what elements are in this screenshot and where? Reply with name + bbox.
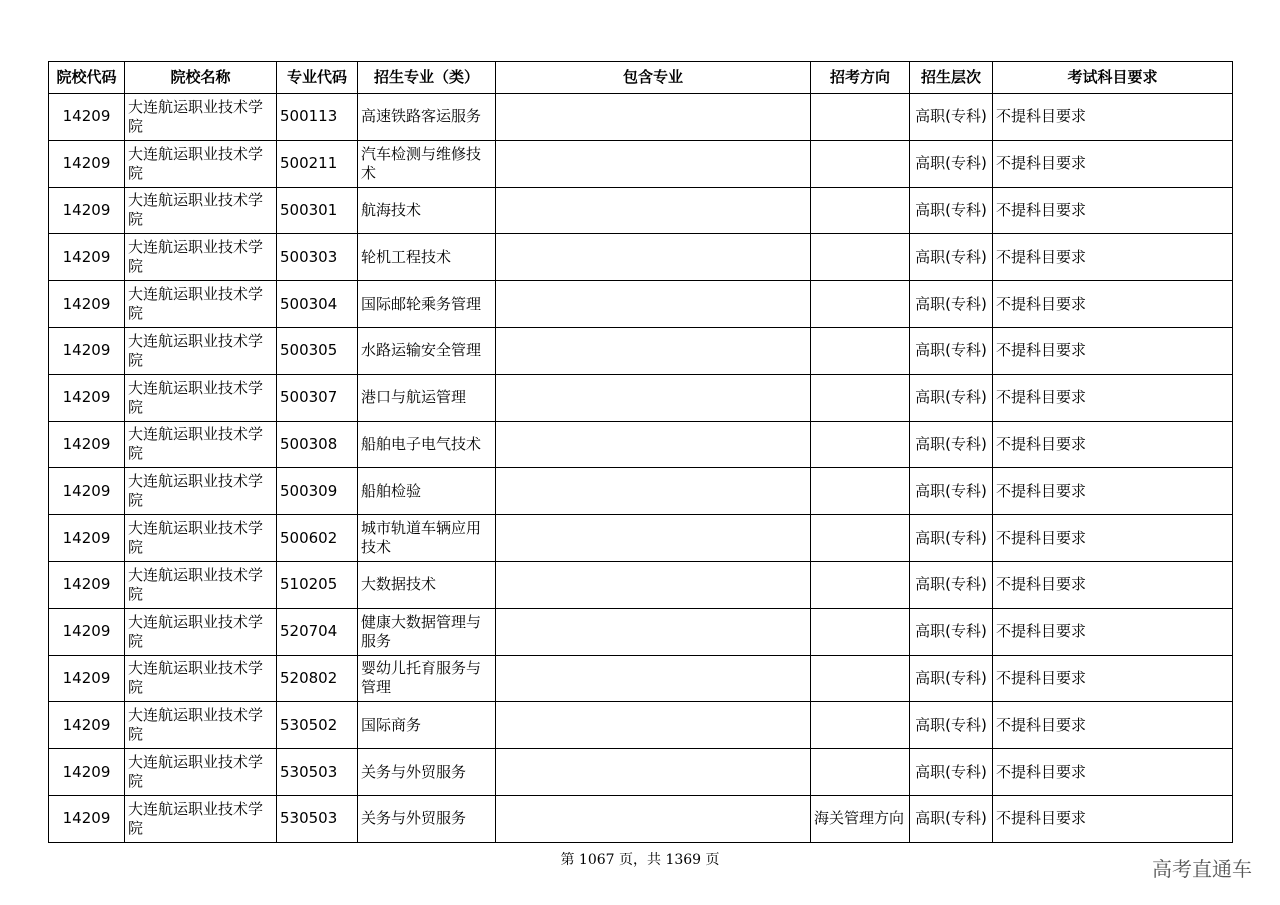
cell-major: 航海技术 (358, 187, 496, 234)
cell-major-code: 530503 (277, 795, 358, 842)
cell-major-code: 530502 (277, 702, 358, 749)
header-row (49, 62, 1233, 94)
cell-major-code: 500307 (277, 374, 358, 421)
cell-direction (811, 140, 910, 187)
cell-direction (811, 702, 910, 749)
cell-level: 高职(专科) (910, 281, 993, 328)
cell-school-code: 14209 (49, 468, 125, 515)
cell-school-name: 大连航运职业技术学院 (125, 374, 277, 421)
cell-major: 水路运输安全管理 (358, 327, 496, 374)
cell-direction (811, 561, 910, 608)
cell-school-name: 大连航运职业技术学院 (125, 140, 277, 187)
cell-included-majors (496, 608, 811, 655)
cell-major-code: 520704 (277, 608, 358, 655)
table-row (49, 749, 1233, 796)
cell-direction (811, 281, 910, 328)
page-number: 第 1067 页，共 1369 页 (560, 852, 720, 868)
cell-level: 高职(专科) (910, 421, 993, 468)
cell-school-name: 大连航运职业技术学院 (125, 655, 277, 702)
table-row (49, 608, 1233, 655)
cell-level: 高职(专科) (910, 608, 993, 655)
cell-included-majors (496, 795, 811, 842)
cell-school-code: 14209 (49, 749, 125, 796)
header-requirement: 考试科目要求 (993, 62, 1233, 94)
admissions-table (48, 61, 1233, 843)
cell-major: 港口与航运管理 (358, 374, 496, 421)
table-row (49, 187, 1233, 234)
cell-school-code: 14209 (49, 94, 125, 141)
cell-level: 高职(专科) (910, 749, 993, 796)
cell-requirement: 不提科目要求 (993, 795, 1233, 842)
cell-school-code: 14209 (49, 374, 125, 421)
cell-direction (811, 234, 910, 281)
table-row (49, 94, 1233, 141)
cell-major: 高速铁路客运服务 (358, 94, 496, 141)
cell-major: 关务与外贸服务 (358, 749, 496, 796)
cell-major: 汽车检测与维修技术 (358, 140, 496, 187)
cell-requirement: 不提科目要求 (993, 608, 1233, 655)
cell-requirement: 不提科目要求 (993, 421, 1233, 468)
cell-school-code: 14209 (49, 795, 125, 842)
header-major-code: 专业代码 (277, 62, 358, 94)
cell-major-code: 500602 (277, 515, 358, 562)
cell-direction (811, 608, 910, 655)
cell-level: 高职(专科) (910, 655, 993, 702)
cell-school-code: 14209 (49, 561, 125, 608)
cell-requirement: 不提科目要求 (993, 94, 1233, 141)
cell-direction (811, 187, 910, 234)
cell-level: 高职(专科) (910, 140, 993, 187)
cell-direction (811, 468, 910, 515)
cell-included-majors (496, 234, 811, 281)
cell-included-majors (496, 140, 811, 187)
cell-school-code: 14209 (49, 140, 125, 187)
cell-included-majors (496, 655, 811, 702)
header-school-code: 院校代码 (49, 62, 125, 94)
cell-school-code: 14209 (49, 234, 125, 281)
cell-requirement: 不提科目要求 (993, 468, 1233, 515)
cell-major-code: 500304 (277, 281, 358, 328)
cell-level: 高职(专科) (910, 94, 993, 141)
cell-direction (811, 749, 910, 796)
cell-major-code: 500305 (277, 327, 358, 374)
table-row (49, 140, 1233, 187)
table-row (49, 561, 1233, 608)
cell-direction (811, 327, 910, 374)
cell-requirement: 不提科目要求 (993, 140, 1233, 187)
cell-requirement: 不提科目要求 (993, 702, 1233, 749)
cell-major: 国际邮轮乘务管理 (358, 281, 496, 328)
cell-included-majors (496, 94, 811, 141)
cell-level: 高职(专科) (910, 374, 993, 421)
cell-level: 高职(专科) (910, 187, 993, 234)
cell-included-majors (496, 515, 811, 562)
cell-major-code: 500308 (277, 421, 358, 468)
cell-included-majors (496, 702, 811, 749)
cell-major-code: 520802 (277, 655, 358, 702)
cell-direction (811, 374, 910, 421)
cell-included-majors (496, 468, 811, 515)
cell-school-name: 大连航运职业技术学院 (125, 608, 277, 655)
cell-requirement: 不提科目要求 (993, 327, 1233, 374)
table-row (49, 468, 1233, 515)
cell-major: 国际商务 (358, 702, 496, 749)
cell-major-code: 530503 (277, 749, 358, 796)
table-header (49, 62, 1233, 94)
cell-school-name: 大连航运职业技术学院 (125, 281, 277, 328)
cell-level: 高职(专科) (910, 795, 993, 842)
cell-school-name: 大连航运职业技术学院 (125, 561, 277, 608)
cell-included-majors (496, 561, 811, 608)
cell-school-code: 14209 (49, 702, 125, 749)
cell-school-name: 大连航运职业技术学院 (125, 94, 277, 141)
cell-school-code: 14209 (49, 515, 125, 562)
cell-level: 高职(专科) (910, 327, 993, 374)
cell-school-name: 大连航运职业技术学院 (125, 468, 277, 515)
cell-school-name: 大连航运职业技术学院 (125, 795, 277, 842)
table-row (49, 374, 1233, 421)
cell-major: 轮机工程技术 (358, 234, 496, 281)
cell-included-majors (496, 327, 811, 374)
cell-included-majors (496, 281, 811, 328)
cell-direction: 海关管理方向 (811, 795, 910, 842)
cell-school-name: 大连航运职业技术学院 (125, 187, 277, 234)
cell-major-code: 500309 (277, 468, 358, 515)
cell-major: 关务与外贸服务 (358, 795, 496, 842)
cell-major-code: 500113 (277, 94, 358, 141)
cell-school-code: 14209 (49, 655, 125, 702)
table-row (49, 234, 1233, 281)
cell-major-code: 500301 (277, 187, 358, 234)
cell-major: 婴幼儿托育服务与管理 (358, 655, 496, 702)
cell-requirement: 不提科目要求 (993, 234, 1233, 281)
cell-major-code: 510205 (277, 561, 358, 608)
table-row (49, 281, 1233, 328)
cell-school-name: 大连航运职业技术学院 (125, 702, 277, 749)
cell-level: 高职(专科) (910, 515, 993, 562)
cell-school-name: 大连航运职业技术学院 (125, 234, 277, 281)
cell-included-majors (496, 187, 811, 234)
cell-requirement: 不提科目要求 (993, 374, 1233, 421)
cell-requirement: 不提科目要求 (993, 561, 1233, 608)
cell-requirement: 不提科目要求 (993, 515, 1233, 562)
cell-school-name: 大连航运职业技术学院 (125, 327, 277, 374)
cell-direction (811, 655, 910, 702)
cell-direction (811, 515, 910, 562)
cell-requirement: 不提科目要求 (993, 187, 1233, 234)
cell-level: 高职(专科) (910, 468, 993, 515)
cell-included-majors (496, 374, 811, 421)
cell-level: 高职(专科) (910, 561, 993, 608)
cell-direction (811, 421, 910, 468)
cell-included-majors (496, 749, 811, 796)
header-level: 招生层次 (910, 62, 993, 94)
cell-major: 城市轨道车辆应用技术 (358, 515, 496, 562)
header-included-majors: 包含专业 (496, 62, 811, 94)
table-row (49, 515, 1233, 562)
cell-major-code: 500211 (277, 140, 358, 187)
table-row (49, 327, 1233, 374)
table-body (49, 94, 1233, 843)
header-major: 招生专业（类） (358, 62, 496, 94)
cell-major: 船舶检验 (358, 468, 496, 515)
header-direction: 招考方向 (811, 62, 910, 94)
cell-major: 船舶电子电气技术 (358, 421, 496, 468)
cell-requirement: 不提科目要求 (993, 281, 1233, 328)
cell-level: 高职(专科) (910, 702, 993, 749)
table-row (49, 655, 1233, 702)
cell-school-name: 大连航运职业技术学院 (125, 515, 277, 562)
cell-school-name: 大连航运职业技术学院 (125, 749, 277, 796)
cell-major-code: 500303 (277, 234, 358, 281)
cell-requirement: 不提科目要求 (993, 655, 1233, 702)
cell-included-majors (496, 421, 811, 468)
header-school-name: 院校名称 (125, 62, 277, 94)
cell-school-name: 大连航运职业技术学院 (125, 421, 277, 468)
cell-level: 高职(专科) (910, 234, 993, 281)
watermark: 高考直通车 (1152, 857, 1252, 881)
cell-school-code: 14209 (49, 608, 125, 655)
table-row (49, 421, 1233, 468)
table-row (49, 702, 1233, 749)
cell-major: 健康大数据管理与服务 (358, 608, 496, 655)
cell-requirement: 不提科目要求 (993, 749, 1233, 796)
cell-major: 大数据技术 (358, 561, 496, 608)
cell-direction (811, 94, 910, 141)
table-row (49, 795, 1233, 842)
cell-school-code: 14209 (49, 421, 125, 468)
cell-school-code: 14209 (49, 281, 125, 328)
cell-school-code: 14209 (49, 327, 125, 374)
cell-school-code: 14209 (49, 187, 125, 234)
